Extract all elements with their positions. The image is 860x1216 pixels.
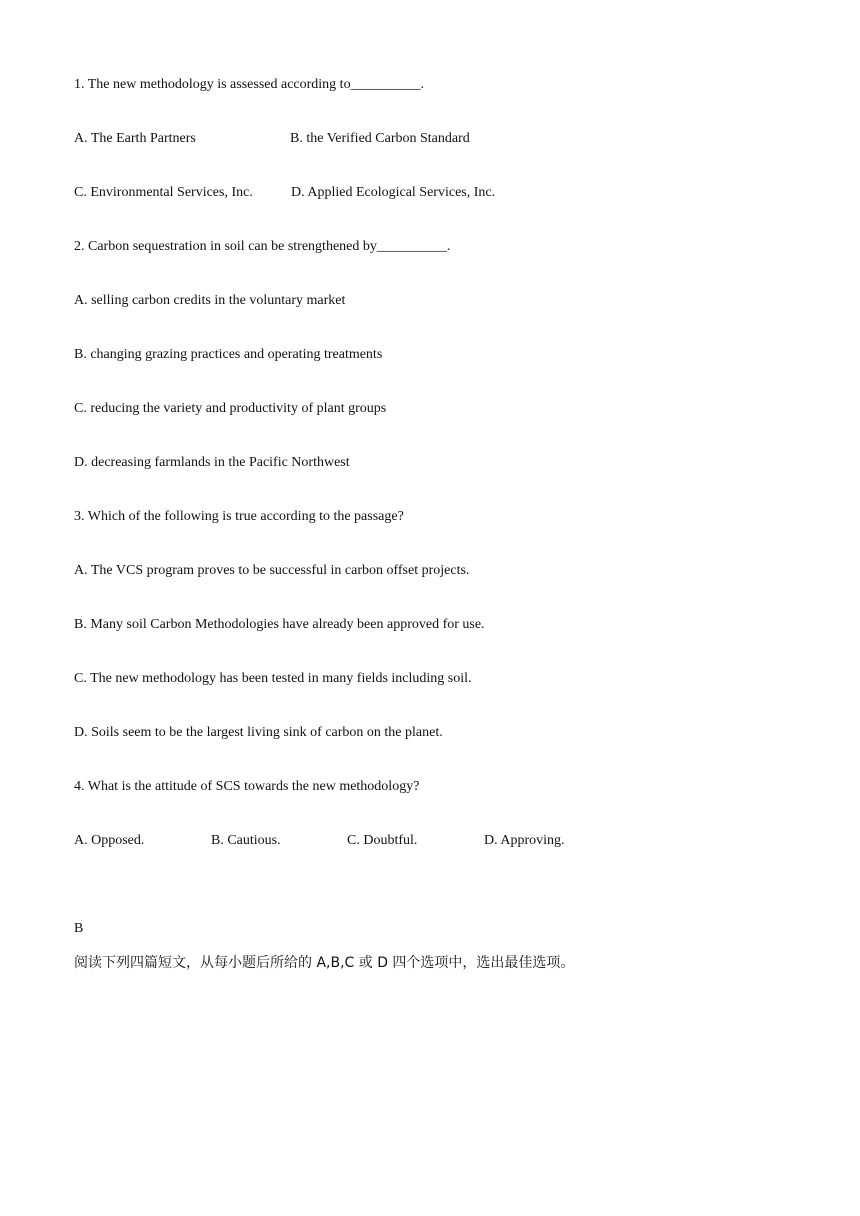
question-3-option-b: B. Many soil Carbon Methodologies have already been approved for use. [74,617,485,632]
question-4-stem: 4. What is the attitude of SCS towards the new methodology? [74,779,420,794]
question-2-option-b: B. changing grazing practices and operating treatments [74,347,383,362]
question-3-option-c: C. The new methodology has been tested in many fields including soil. [74,671,472,686]
question-4-option-c: C. Doubtful. [347,833,418,848]
question-4-option-b: B. Cautious. [211,833,281,848]
section-instruction: 阅读下列四篇短文，从每小题后所给的 A,B,C 或 D 四个选项中，选出最佳选项。 [74,955,575,971]
question-1-option-b: B. the Verified Carbon Standard [290,131,470,146]
question-3-stem: 3. Which of the following is true according to the passage? [74,509,404,524]
question-4-option-d: D. Approving. [484,833,565,848]
question-1-option-c: C. Environmental Services, Inc. [74,185,253,200]
question-2-stem: 2. Carbon sequestration in soil can be strengthened by__________. [74,239,451,254]
question-4-option-a: A. Opposed. [74,833,145,848]
question-2-option-a: A. selling carbon credits in the voluntary market [74,293,346,308]
section-label: B [74,921,84,936]
question-3-option-a: A. The VCS program proves to be successful in carbon offset projects. [74,563,470,578]
question-1-stem: 1. The new methodology is assessed according to__________. [74,77,425,92]
question-1-option-d: D. Applied Ecological Services, Inc. [291,185,496,200]
question-3-option-d: D. Soils seem to be the largest living sink of carbon on the planet. [74,725,443,740]
question-2-option-d: D. decreasing farmlands in the Pacific Northwest [74,455,350,470]
question-2-option-c: C. reducing the variety and productivity of plant groups [74,401,387,416]
question-1-option-a: A. The Earth Partners [74,131,196,146]
